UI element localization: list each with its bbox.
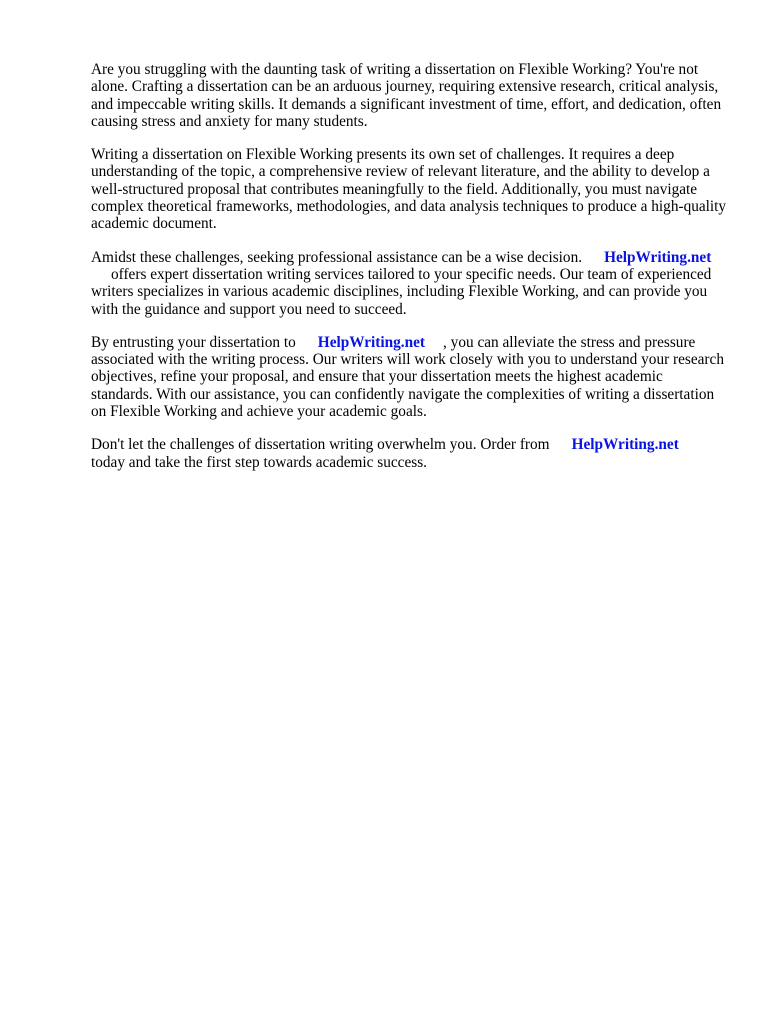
helpwriting-link-1[interactable]: HelpWriting.net: [604, 248, 712, 266]
paragraph-intro-text: Are you struggling with the daunting task of writing a dissertation on Flexible Working? You're not alone. Crafting a dissertation can be an arduous journey, requiring extensive research, critical analysis, and impeccable writing skills. It demands a significant investment of time, effort, and dedication, often causing stress and anxiety for many students.: [91, 61, 722, 130]
paragraph-entrusting-text-before: By entrusting your dissertation to: [91, 333, 296, 351]
paragraph-challenges: [91, 146, 727, 232]
paragraph-order: [91, 436, 727, 471]
paragraph-entrusting: [91, 334, 727, 420]
paragraph-order-text-before: Don't let the challenges of dissertation writing overwhelm you. Order from: [91, 436, 550, 454]
paragraph-assistance: [91, 249, 727, 318]
paragraph-entrusting-text-after: , you can alleviate the stress and pressure associated with the writing process. Our writers will work closely with you to understand your research objectives, refine your proposal, and ensure that your dissertation meets the highest academic standards. With our assistance, you can confidently navigate the complexities of writing a dissertation on Flexible Working and achieve your academic goals.: [91, 333, 724, 421]
helpwriting-link-2[interactable]: HelpWriting.net: [317, 333, 426, 351]
paragraph-order-text-after: today and take the first step towards academic success.: [91, 453, 427, 471]
paragraph-assistance-text-after: offers expert dissertation writing services tailored to your specific needs. Our team of experienced writers specializes in various academic disciplines, including Flexible Working, and can provide you with the guidance and support you need to succeed.: [91, 265, 712, 318]
document-page: [91, 61, 727, 487]
helpwriting-link-3[interactable]: HelpWriting.net: [571, 436, 679, 454]
paragraph-challenges-text: Writing a dissertation on Flexible Working presents its own set of challenges. It requires a deep understanding of the topic, a comprehensive review of relevant literature, and the ability to develop a well-structured proposal that contributes meaningfully to the field. Additionally, you must navigate complex theoretical frameworks, methodologies, and data analysis techniques to produce a high-quality academic document.: [91, 146, 727, 233]
paragraph-intro: [91, 61, 727, 130]
paragraph-assistance-text-before: Amidst these challenges, seeking professional assistance can be a wise decision.: [91, 248, 583, 266]
